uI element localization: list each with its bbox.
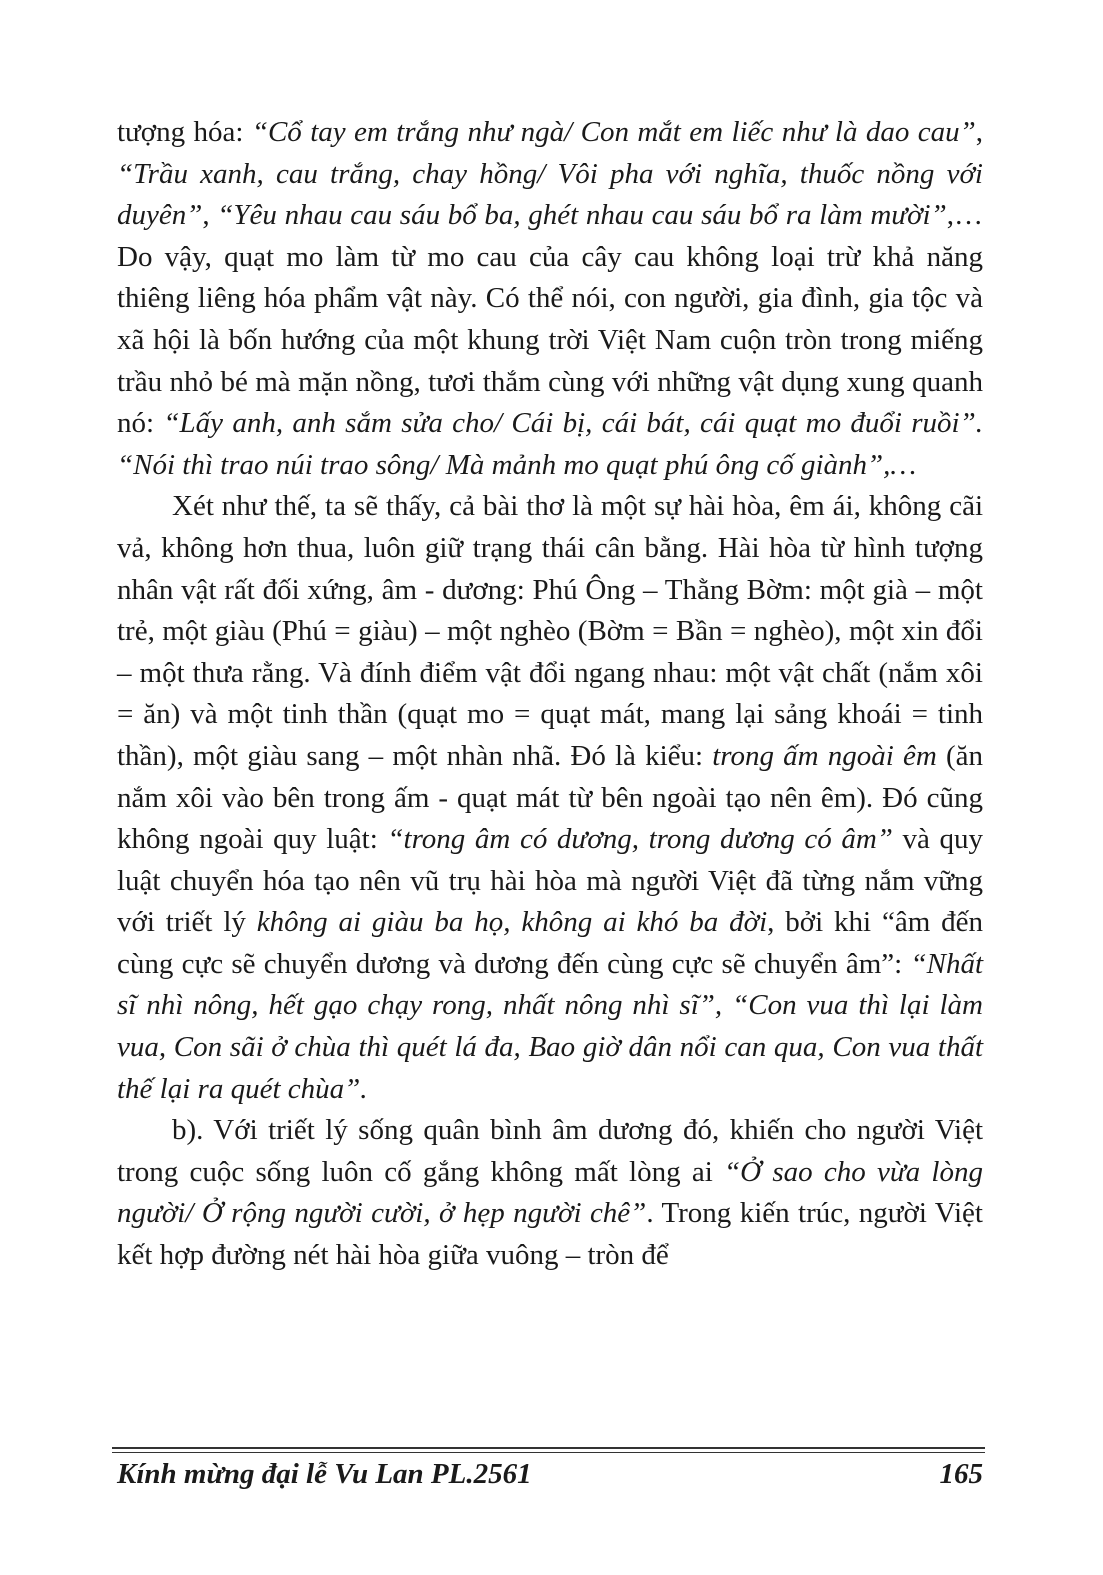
paragraph-3 — [117, 1110, 983, 1276]
text-run: . Trong kiến trúc, người Việt kết hợp đường nét hài hòa giữa vuông – tròn để — [117, 1197, 983, 1272]
text-run: , — [202, 199, 218, 232]
body-text — [117, 112, 983, 1277]
text-run: , — [975, 116, 983, 148]
quote-text: “Trầu xanh, cau trắng, chay hồng/ Vôi pha với nghĩa, thuốc nồng với duyên” — [117, 157, 983, 232]
text-run: (ăn nắm xôi vào bên trong ấm - quạt mát từ bên ngoài tạo nên êm). Đó cũng không ngoài quy luật: — [117, 739, 983, 856]
text-run: ,… Do vậy, quạt mo làm từ mo cau của cây cau không loại trừ khả năng thiêng liêng hóa phẩm vật này. Có thể nói, con người, gia đình, gia tộc và xã hội là bốn hướng của một khung trời Việt Nam cuộn tròn trong miếng trầu nhỏ bé mà mặn nồng, tươi thắm cùng với những vật dụng xung quanh nó: — [117, 199, 983, 440]
paragraph-1 — [117, 112, 983, 486]
quote-text: “Yêu nhau cau sáu bổ ba, ghét nhau cau sáu bổ ra làm mười” — [217, 199, 947, 232]
quote-text: “Cổ tay em trắng như ngà/ Con mắt em liếc như là dao cau” — [251, 116, 976, 148]
text-run: và quy luật chuyển hóa tạo nên vũ trụ hài hòa mà người Việt đã từng nắm vững với triết lý — [117, 823, 983, 939]
text-run: b). Với triết lý sống quân bình âm dương đó, khiến cho người Việt trong cuộc sống luôn cố gắng không mất lòng ai — [117, 1114, 983, 1188]
quote-text: “Ở sao cho vừa lòng người/ Ở rộng người cười, ở hẹp người chê” — [117, 1155, 983, 1230]
footer-title: Kính mừng đại lễ Vu Lan PL.2561 — [117, 1458, 532, 1490]
text-run: tượng hóa: — [117, 116, 252, 148]
quote-text: “trong âm có dương, trong dương có âm” — [387, 823, 893, 856]
quote-text: “Nhất sĩ nhì nông, hết gạo chạy rong, nhất nông nhì sĩ”, “Con vua thì lại làm vua, Con sãi ở chùa thì quét lá đa, Bao giờ dân nổi can qua, Con vua thất thế lại ra quét chùa”. — [117, 947, 983, 1105]
quote-text: “Lấy anh, anh sắm sửa cho/ Cái bị, cái bát, cái quạt mo đuổi ruồi”. “Nói thì trao núi trao sông/ Mà mảnh mo quạt phú ông cố giành”,… — [117, 407, 983, 481]
footer-divider — [112, 1447, 985, 1453]
text-run: Xét như thế, ta sẽ thấy, cả bài thơ là một sự hài hòa, êm ái, không cãi vả, không hơn thua, luôn giữ trạng thái cân bằng. Hài hòa từ hình tượng nhân vật rất đối xứng, âm - dương: Phú Ông – Thằng Bờm: một già – một trẻ, một giàu (Phú = giàu) – một nghèo (Bờm = Bần = nghèo), một xin đổi – một thưa rằng. Và đính điểm vật đổi ngang nhau: một vật chất (nắm xôi = ăn) và một tinh thần (quạt mo = quạt mát, mang lại sảng khoái = tinh thần), một giàu sang – một nhàn nhã. Đó là kiểu: — [117, 490, 983, 772]
paragraph-2 — [117, 486, 983, 1110]
page-number: 165 — [939, 1458, 983, 1490]
page-footer — [117, 1458, 983, 1498]
emphasis-text: không ai giàu ba họ, không ai khó ba đời — [256, 906, 768, 939]
emphasis-text: trong ấm ngoài êm — [712, 739, 937, 772]
text-run: , bởi khi “âm đến cùng cực sẽ chuyển dương và dương đến cùng cực sẽ chuyển âm”: — [117, 906, 984, 980]
